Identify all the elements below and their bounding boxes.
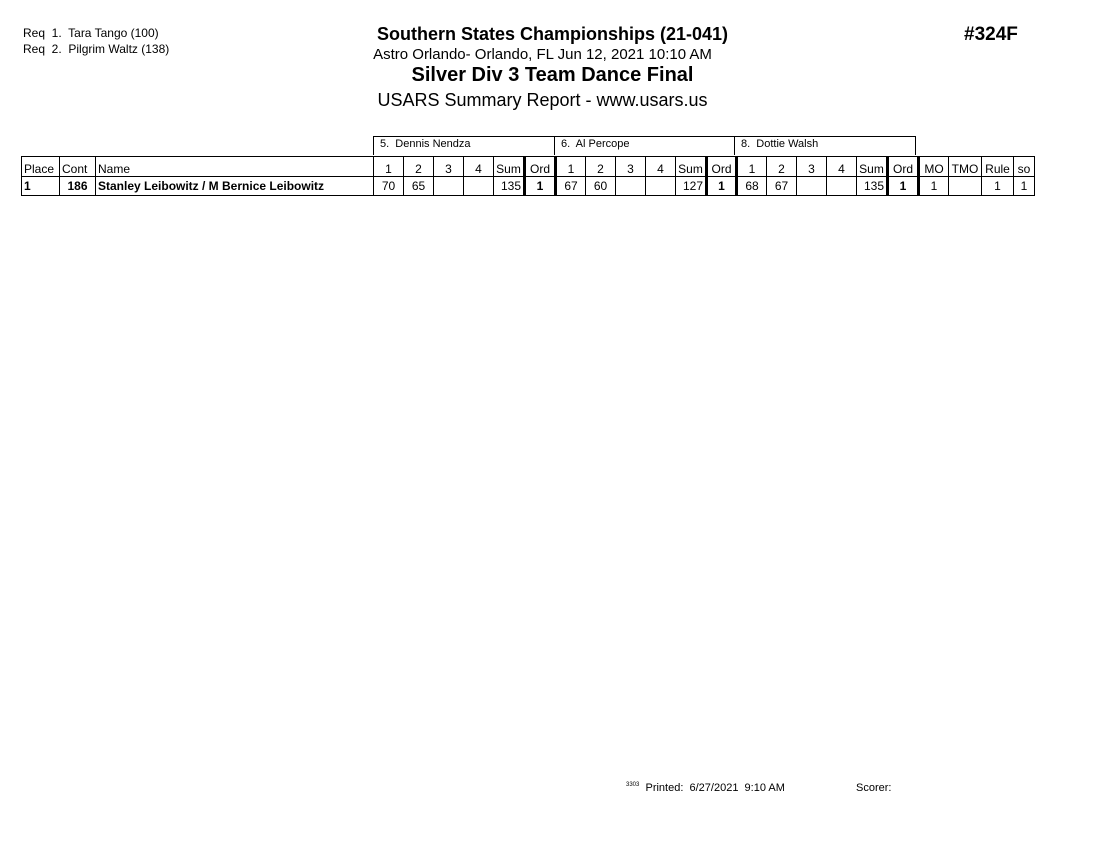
col-j1-ord: Ord — [525, 157, 556, 177]
competition-title: Southern States Championships (21-041) — [376, 24, 729, 44]
judge-header-1: 5. Dennis Nendza — [373, 136, 555, 155]
cell-rule: 1 — [982, 177, 1014, 196]
footer-scorer: Scorer: — [856, 782, 892, 794]
cell-j1-s1: 70 — [374, 177, 404, 196]
requirement-1: Req 1. Tara Tango (100) — [23, 26, 159, 40]
cell-j2-ord: 1 — [707, 177, 737, 196]
cell-name: Stanley Leibowitz / M Bernice Leibowitz — [96, 177, 374, 196]
cell-j1-s2: 65 — [404, 177, 434, 196]
cell-j1-ord: 1 — [525, 177, 556, 196]
col-j1-dance4: 4 — [464, 157, 494, 177]
report-title: USARS Summary Report - www.usars.us — [377, 90, 708, 110]
col-place: Place — [22, 157, 60, 177]
cell-j3-s3 — [797, 177, 827, 196]
footer-printed-text: Printed: 6/27/2021 9:10 AM — [645, 782, 785, 794]
col-j2-ord: Ord — [707, 157, 737, 177]
col-j1-dance2: 2 — [404, 157, 434, 177]
requirement-2: Req 2. Pilgrim Waltz (138) — [23, 42, 170, 56]
col-rule: Rule — [982, 157, 1014, 177]
col-j1-dance1: 1 — [374, 157, 404, 177]
cell-mo: 1 — [919, 177, 949, 196]
col-j3-ord: Ord — [888, 157, 919, 177]
table-header-row — [22, 157, 1035, 177]
cell-j3-s4 — [827, 177, 857, 196]
cell-j1-s3 — [434, 177, 464, 196]
judge-header-2: 6. Al Percope — [554, 136, 735, 155]
col-j1-dance3: 3 — [434, 157, 464, 177]
cell-j3-s2: 67 — [767, 177, 797, 196]
cell-j3-ord: 1 — [888, 177, 919, 196]
col-j3-dance1: 1 — [737, 157, 767, 177]
judge-header-3: 8. Dottie Walsh — [734, 136, 916, 155]
cell-j3-sum: 135 — [857, 177, 888, 196]
col-j2-dance3: 3 — [616, 157, 646, 177]
col-j3-dance3: 3 — [797, 157, 827, 177]
col-tmo: TMO — [949, 157, 982, 177]
col-mo: MO — [919, 157, 949, 177]
cell-so: 1 — [1014, 177, 1035, 196]
cell-j3-s1: 68 — [737, 177, 767, 196]
cell-j1-sum: 135 — [494, 177, 525, 196]
col-cont: Cont — [60, 157, 96, 177]
event-title: Silver Div 3 Team Dance Final — [411, 64, 694, 86]
footer-printed — [626, 782, 785, 794]
summary-table — [21, 156, 1035, 196]
cell-tmo — [949, 177, 982, 196]
col-j3-dance2: 2 — [767, 157, 797, 177]
cell-place: 1 — [22, 177, 60, 196]
table-row — [22, 177, 1035, 196]
col-j2-dance2: 2 — [586, 157, 616, 177]
col-j2-dance4: 4 — [646, 157, 676, 177]
cell-j1-s4 — [464, 177, 494, 196]
col-j3-sum: Sum — [857, 157, 888, 177]
venue-date: Astro Orlando- Orlando, FL Jun 12, 2021 10:10 AM — [373, 46, 712, 63]
event-number: #324F — [964, 24, 1018, 45]
col-j2-sum: Sum — [676, 157, 707, 177]
cell-j2-s3 — [616, 177, 646, 196]
footer-code: 3303 — [626, 782, 640, 788]
col-so: so — [1014, 157, 1035, 177]
col-j3-dance4: 4 — [827, 157, 857, 177]
col-j1-sum: Sum — [494, 157, 525, 177]
cell-cont: 186 — [60, 177, 96, 196]
cell-j2-s4 — [646, 177, 676, 196]
cell-j2-s2: 60 — [586, 177, 616, 196]
cell-j2-sum: 127 — [676, 177, 707, 196]
col-name: Name — [96, 157, 374, 177]
col-j2-dance1: 1 — [556, 157, 586, 177]
cell-j2-s1: 67 — [556, 177, 586, 196]
